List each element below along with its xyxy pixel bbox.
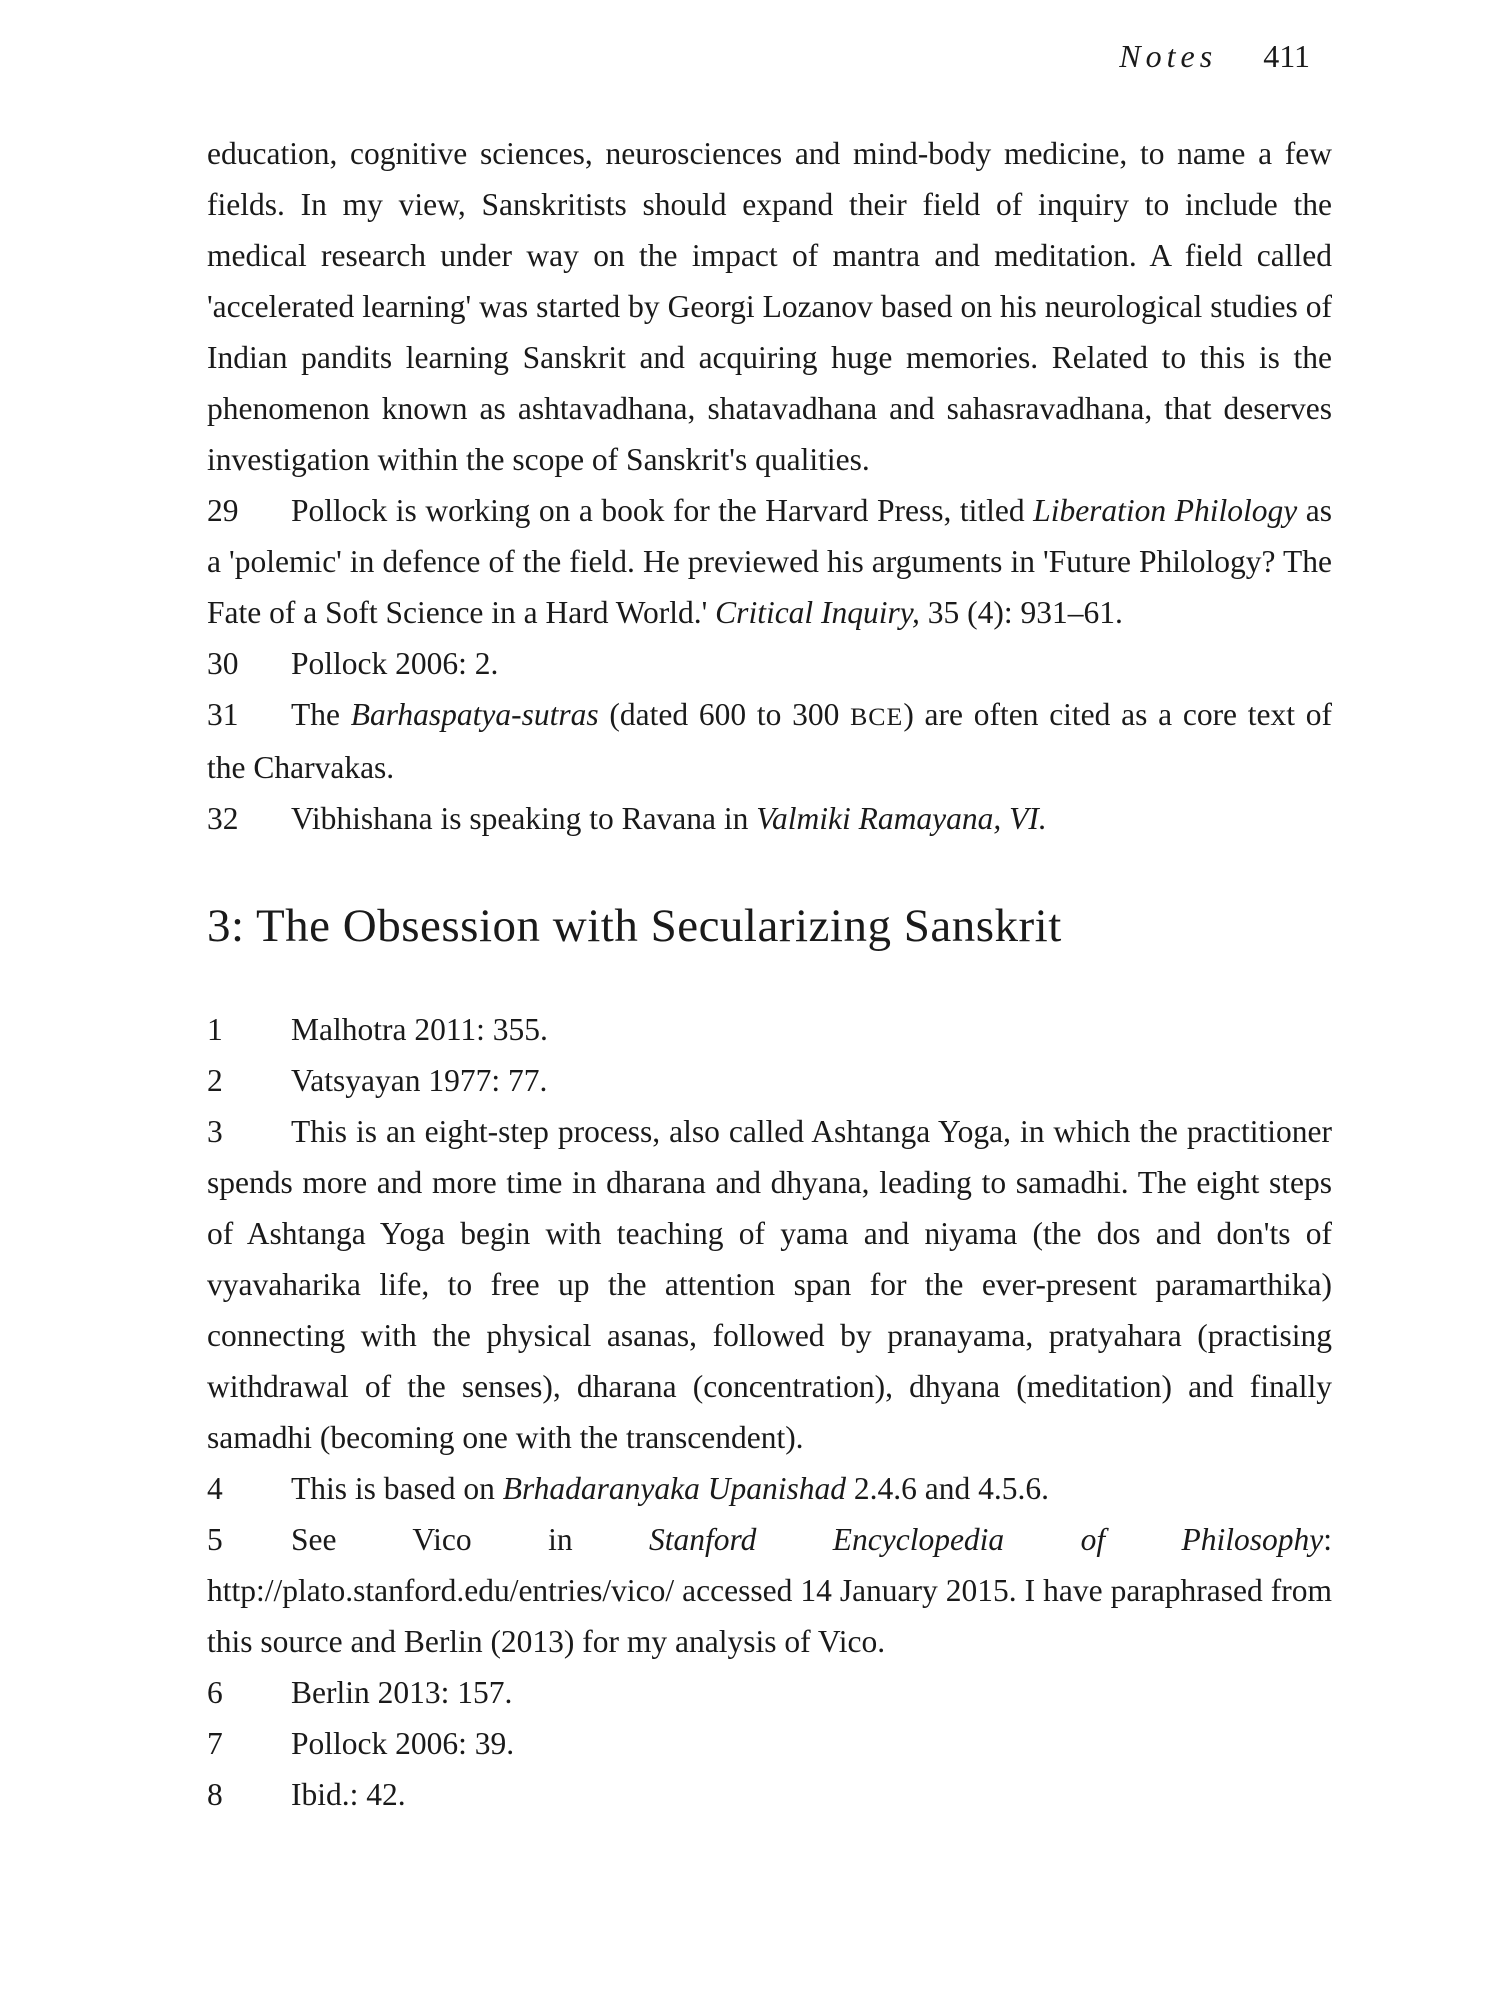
note-4: 4 This is based on Brhadaranyaka Upanishad 2.4.6 and 4.5.6. [207, 1463, 1332, 1514]
running-head-label: Notes [1119, 38, 1218, 74]
note-8: 8 Ibid.: 42. [207, 1769, 1332, 1820]
note-3: 3 This is an eight-step process, also called Ashtanga Yoga, in which the practitioner spends more and more time in dharana and dhyana, leading to samadhi. The eight steps of Ashtanga Yoga begin with teaching of yama and niyama (the dos and don'ts of vyavaharika life, to free up the attention span for the ever-present paramarthika) connecting with the physical asanas, followed by pranayama, pratyahara (practising withdrawal of the senses), dharana (concentration), dhyana (meditation) and finally samadhi (becoming one with the transcendent). [207, 1106, 1332, 1463]
note-1: 1 Malhotra 2011: 355. [207, 1004, 1332, 1055]
page-body [207, 128, 1332, 1820]
note-29: 29 Pollock is working on a book for the Harvard Press, titled Liberation Philology as a 'polemic' in defence of the field. He previewed his arguments in 'Future Philology? The Fate of a Soft Science in a Hard World.' Critical Inquiry, 35 (4): 931–61. [207, 485, 1332, 638]
note-number: 30 [207, 646, 239, 681]
note-number: 29 [207, 493, 239, 528]
chapter-heading: 3: The Obsession with Secularizing Sanskrit [207, 900, 1062, 952]
note-6: 6 Berlin 2013: 157. [207, 1667, 1332, 1718]
note-5: 5 See Vico in Stanford Encyclopedia of Philosophy: http://plato.stanford.edu/entries/vico/ accessed 14 January 2015. I have paraphrased from this source and Berlin (2013) for my analysis of Vico. [207, 1514, 1332, 1667]
note-number: 5 [207, 1522, 223, 1557]
note-number: 8 [207, 1777, 223, 1812]
note-32: 32 Vibhishana is speaking to Ravana in Valmiki Ramayana, VI. [207, 793, 1332, 844]
note-continuation: education, cognitive sciences, neurosciences and mind-body medicine, to name a few fields. In my view, Sanskritists should expand their field of inquiry to include the medical research under way on the impact of mantra and meditation. A field called 'accelerated learning' was started by Georgi Lozanov based on his neurological studies of Indian pandits learning Sanskrit and acquiring huge memories. Related to this is the phenomenon known as ashtavadhana, shatavadhana and sahasravadhana, that deserves investigation within the scope of Sanskrit's qualities. [207, 136, 1332, 477]
note-number: 4 [207, 1471, 223, 1506]
note-30: 30 Pollock 2006: 2. [207, 638, 1332, 689]
note-number: 7 [207, 1726, 223, 1761]
note-number: 3 [207, 1114, 223, 1149]
note-number: 6 [207, 1675, 223, 1710]
running-head [1119, 38, 1310, 75]
page-number: 411 [1263, 38, 1310, 74]
note-2: 2 Vatsyayan 1977: 77. [207, 1055, 1332, 1106]
note-7: 7 Pollock 2006: 39. [207, 1718, 1332, 1769]
note-31: 31 The Barhaspatya-sutras (dated 600 to 300 BCE) are often cited as a core text of the Charvakas. [207, 689, 1332, 793]
note-number: 31 [207, 697, 239, 732]
note-number: 2 [207, 1063, 223, 1098]
note-number: 32 [207, 801, 239, 836]
note-number: 1 [207, 1012, 223, 1047]
